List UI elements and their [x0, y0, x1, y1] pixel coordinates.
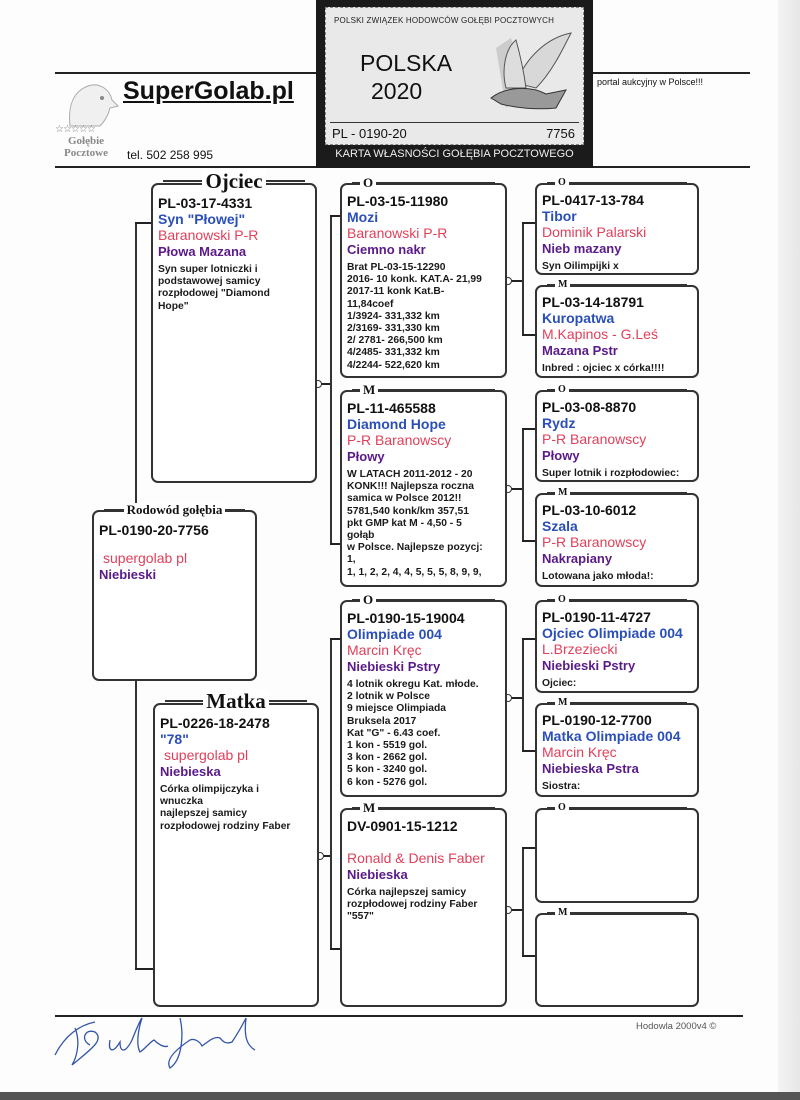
flying-pigeon-icon: [476, 28, 581, 123]
stamp-year: 2020: [371, 78, 423, 104]
header-top-rule: [55, 72, 320, 74]
pigeon-name: Mozi: [347, 209, 379, 225]
pedigree-box-ds: [340, 592, 507, 797]
breeder-name: Marcin Kręc: [347, 642, 422, 658]
ring-number: PL-0417-13-784: [542, 192, 644, 208]
connector-line: [522, 428, 524, 542]
pedigree-box-sds: [535, 384, 699, 482]
pigeon-color: Płowy: [347, 449, 385, 464]
stamp-country: POLSKA: [360, 50, 453, 76]
pigeon-color: Nieb mazany: [542, 241, 622, 256]
note-line: 3 kon - 2662 gol.: [347, 752, 428, 764]
box-title: O: [555, 593, 569, 607]
logo: [55, 78, 123, 164]
note-line: Syn super lotniczki i: [158, 264, 258, 275]
pigeon-notes: [347, 679, 501, 789]
note-line: 6 kon - 5276 gol.: [347, 776, 428, 788]
breeder-name: supergolab pl: [103, 550, 188, 566]
ring-number: PL-03-10-6012: [542, 502, 637, 518]
connector-line: [522, 540, 536, 542]
pigeon-name: Tibor: [542, 208, 577, 224]
pigeon-name: Olimpiade 004: [347, 626, 442, 642]
box-title: M: [360, 383, 378, 397]
box-title: O: [555, 383, 569, 397]
note-line: rozpłodowej "Diamond: [158, 288, 270, 300]
note-line: 5 kon - 3240 gol.: [347, 764, 428, 776]
connector-line: [522, 222, 536, 224]
pigeon-notes: [542, 363, 693, 375]
scan-edge: [778, 0, 800, 1100]
ring-number: PL-0190-20-7756: [99, 522, 209, 538]
note-line: Córka olimpijczyka i: [160, 784, 260, 795]
ownership-card-stamp: [316, 0, 593, 168]
connector-line: [135, 222, 152, 224]
pedigree-box-dsd: [535, 697, 699, 797]
box-title: O: [555, 176, 569, 190]
breeder-name: P-R Baranowscy: [542, 431, 647, 447]
box-title: M: [555, 906, 570, 920]
note-line: 5781,540 konk/km 357,51: [347, 505, 469, 517]
note-line: 1 kon - 5519 gol.: [347, 740, 428, 752]
pigeon-color: Nakrapiany: [542, 551, 613, 566]
pigeon-color: Niebieska: [347, 867, 408, 882]
pigeon-name: Matka Olimpiade 004: [542, 728, 681, 744]
note-line: podstawowej samicy: [158, 276, 261, 288]
tagline: portal aukcyjny w Polsce!!!: [597, 77, 704, 87]
box-title: M: [555, 278, 570, 292]
connector-line: [522, 428, 536, 430]
ring-number: PL-0190-15-19004: [347, 610, 465, 626]
breeder-name: supergolab pl: [164, 747, 249, 763]
note-line: 4 lotnik okregu Kat. młode.: [347, 679, 479, 690]
ring-number: DV-0901-15-1212: [347, 818, 458, 834]
pigeon-color: Niebieski: [99, 567, 157, 582]
connector-line: [522, 847, 536, 849]
pigeon-notes: [160, 784, 313, 833]
logo-stars: ☆☆☆☆☆: [55, 124, 95, 135]
note-line: 11,84coef: [347, 298, 394, 310]
pigeon-notes: [158, 264, 311, 313]
pedigree-box-sire: [151, 169, 317, 483]
connector-line: [135, 680, 137, 970]
ring-number: PL-11-465588: [347, 400, 436, 416]
note-line: Ojciec:: [542, 678, 577, 689]
pedigree-box-subject: [92, 502, 257, 681]
connector-line: [330, 638, 332, 950]
logo-text: Gołębie Pocztowe: [64, 135, 108, 159]
scan-bottom-edge: [0, 1092, 800, 1100]
box-title: M: [555, 696, 570, 710]
breeder-name: Ronald & Denis Faber: [347, 850, 485, 866]
box-title: M: [555, 486, 570, 500]
pedigree-box-dd: [340, 800, 507, 1007]
pedigree-box-dam: [153, 689, 319, 1007]
note-line: 2017-11 konk Kat.B-: [347, 286, 445, 298]
pigeon-notes: [347, 887, 501, 924]
pigeon-name: [99, 538, 251, 550]
note-line: Brat PL-03-15-12290: [347, 262, 446, 273]
stamp-ring-number: 7756: [546, 126, 575, 141]
stamp-ring-prefix: PL - 0190-20: [332, 126, 407, 141]
note-line: Hope": [158, 300, 189, 312]
pigeon-name: Diamond Hope: [347, 416, 446, 432]
note-line: 2016- 10 konk. KAT.A- 21,99: [347, 274, 482, 286]
stamp-card-title: KARTA WŁASNOŚCI GOŁĘBIA POCZTOWEGO: [335, 148, 574, 160]
connector-line: [522, 638, 536, 640]
breeder-name: M.Kapinos - G.Leś: [542, 326, 658, 342]
breeder-name: P-R Baranowscy: [347, 432, 452, 448]
software-credit: Hodowla 2000v4 ©: [636, 1021, 717, 1032]
pigeon-color: Niebieska Pstra: [542, 761, 639, 776]
pigeon-color: Niebieski Pstry: [347, 659, 441, 674]
connector-line: [522, 847, 524, 957]
breeder-name: P-R Baranowscy: [542, 534, 647, 550]
connector-line: [522, 750, 536, 752]
note-line: Super lotnik i rozpłodowiec:: [542, 468, 680, 479]
connector-line: [135, 968, 154, 970]
ring-number: PL-03-17-4331: [158, 195, 253, 211]
pigeon-name: Szala: [542, 518, 578, 534]
pedigree-box-sss: [535, 177, 699, 275]
pigeon-notes: [542, 261, 693, 273]
breeder-name: Marcin Kręc: [542, 744, 617, 760]
pigeon-color: Mazana Pstr: [542, 343, 618, 358]
ring-number: PL-0190-12-7700: [542, 712, 652, 728]
pedigree-box-ss: [340, 175, 507, 378]
note-line: 4/2244- 522,620 km: [347, 359, 440, 371]
note-line: gołąb: [347, 530, 375, 542]
pigeon-name: Kuropatwa: [542, 310, 615, 326]
note-line: Lotowana jako młoda!:: [542, 571, 654, 582]
pigeon-notes: [542, 571, 693, 583]
note-line: najlepszej samicy: [160, 808, 248, 820]
handwritten-signature: [50, 1010, 290, 1070]
ring-number: PL-0190-11-4727: [542, 609, 651, 625]
stamp-organization: POLSKI ZWIĄZEK HODOWCÓW GOŁĘBI POCZTOWYCH: [334, 16, 555, 25]
note-line: w Polsce. Najlepsze pozycj:: [347, 542, 483, 554]
note-line: 1/3924- 331,332 km: [347, 310, 440, 322]
ring-number: PL-03-14-18791: [542, 294, 644, 310]
pigeon-notes: [347, 262, 501, 372]
pedigree-box-dss: [535, 594, 699, 693]
pigeon-color: Ciemno nakr: [347, 242, 426, 257]
box-title: Ojciec: [202, 170, 265, 192]
note-line: 9 miejsce Olimpiada: [347, 703, 447, 715]
pigeon-color: Płowa Mazana: [158, 244, 247, 259]
box-title: Rodowód gołębia: [124, 503, 226, 517]
note-line: Inbred : ojciec x córka!!!!: [542, 363, 665, 374]
pigeon-notes: [542, 678, 693, 690]
note-line: KONK!!! Najlepsza roczna: [347, 481, 475, 493]
breeder-name: Baranowski P-R: [347, 225, 448, 241]
phone-number: tel. 502 258 995: [127, 148, 214, 162]
pedigree-box-ssd: [535, 279, 699, 378]
note-line: rozpłodowej rodziny Faber: [347, 899, 478, 911]
note-line: samica w Polsce 2012!!: [347, 493, 462, 505]
note-line: rozpłodowej rodziny Faber: [160, 820, 291, 832]
box-title: Matka: [203, 690, 269, 712]
pigeon-name: Syn "Płowej": [158, 211, 246, 227]
note-line: Syn Oilimpijki x: [542, 261, 619, 272]
breeder-name: Dominik Palarski: [542, 224, 647, 240]
breeder-name: Baranowski P-R: [158, 227, 259, 243]
note-line: 1,: [347, 554, 356, 566]
note-line: 4/2485- 331,332 km: [347, 347, 440, 359]
ring-number: PL-03-08-8870: [542, 399, 637, 415]
ring-number: PL-03-15-11980: [347, 193, 449, 209]
pigeon-notes: [542, 781, 693, 793]
note-line: Kat "G" - 6.43 coef.: [347, 727, 441, 739]
pigeon-notes: [542, 468, 693, 480]
pedigree-box-sdd: [535, 487, 699, 587]
pigeon-name: "78": [160, 731, 189, 747]
connector-line: [522, 222, 524, 336]
header-top-rule-right: [592, 72, 750, 74]
pigeon-notes: [347, 469, 501, 579]
pigeon-color: Niebieska: [160, 764, 221, 779]
note-line: 1, 1, 2, 2, 4, 4, 5, 5, 5, 8, 9, 9,: [347, 566, 482, 578]
box-title: M: [360, 801, 378, 815]
pigeon-color: Płowy: [542, 448, 580, 463]
ring-number: PL-0226-18-2478: [160, 715, 270, 731]
breeder-name: L.Brzeziecki: [542, 641, 618, 657]
note-line: pkt GMP kat M - 4,50 - 5: [347, 517, 462, 529]
note-line: Córka najlepszej samicy: [347, 887, 467, 898]
pigeon-name: Ojciec Olimpiade 004: [542, 625, 683, 641]
connector-line: [135, 222, 137, 510]
note-line: wnuczka: [160, 796, 203, 808]
note-line: 2/3169- 331,330 km: [347, 323, 440, 335]
pedigree-box-ddd: [535, 907, 699, 1007]
pigeon-head-icon: [60, 78, 120, 128]
note-line: 2/ 2781- 266,500 km: [347, 335, 443, 347]
connector-line: [522, 638, 524, 752]
pigeon-name: [347, 834, 501, 850]
note-line: 2 lotnik w Polsce: [347, 691, 430, 703]
connector-line: [522, 955, 536, 957]
note-line: Siostra:: [542, 781, 581, 792]
pigeon-name: Rydz: [542, 415, 576, 431]
note-line: Bruksela 2017: [347, 715, 417, 727]
connector-line: [330, 215, 332, 545]
box-title: O: [360, 176, 376, 190]
box-title: O: [555, 801, 569, 815]
note-line: "557": [347, 911, 374, 923]
note-line: W LATACH 2011-2012 - 20: [347, 469, 473, 480]
pedigree-box-sd: [340, 382, 507, 587]
site-title[interactable]: SuperGolab.pl: [123, 77, 294, 105]
pedigree-box-dds: [535, 802, 699, 903]
pigeon-color: Niebieski Pstry: [542, 658, 636, 673]
box-title: O: [360, 593, 376, 607]
connector-line: [522, 334, 536, 336]
